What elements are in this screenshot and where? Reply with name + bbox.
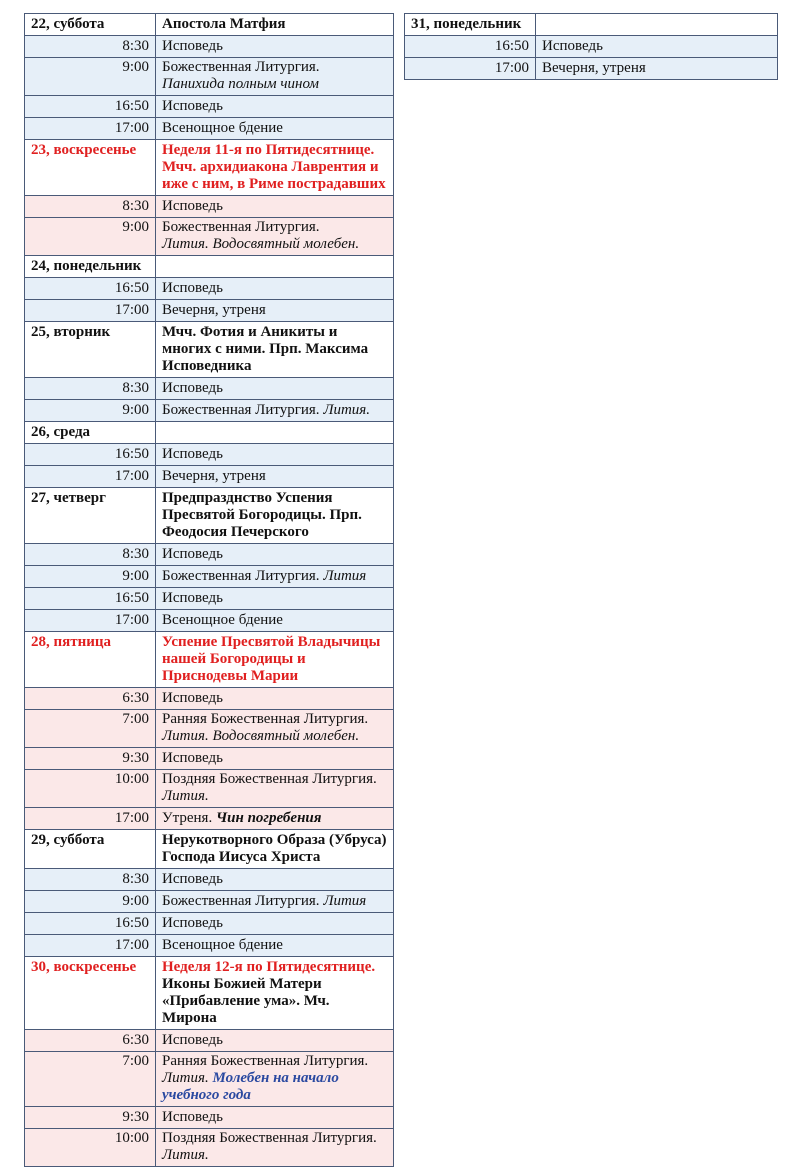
day-header-row [25, 256, 394, 278]
service-time: 17:00 [25, 300, 156, 322]
service-text: Божественная Литургия. [162, 893, 320, 909]
service-time: 9:30 [25, 748, 156, 770]
feast-title [156, 830, 394, 869]
service-row [25, 688, 394, 710]
service-text: Исповедь [542, 38, 603, 54]
service-text: Исповедь [162, 1109, 223, 1125]
service-note: Лития. Водосвятный молебен. [162, 728, 360, 744]
service-row [25, 218, 394, 256]
service-note: Лития [323, 568, 367, 584]
service-description [156, 913, 394, 935]
service-text: Исповедь [162, 915, 223, 931]
service-row [25, 378, 394, 400]
schedule-table-left [24, 13, 394, 1167]
service-time: 6:30 [25, 1030, 156, 1052]
service-text: Вечерня, утреня [162, 302, 266, 318]
service-row [25, 610, 394, 632]
feast-title [156, 488, 394, 544]
service-time: 17:00 [25, 466, 156, 488]
service-description [156, 300, 394, 322]
service-description [536, 58, 778, 80]
service-row [25, 96, 394, 118]
feast-title-text: Мчч. Фотия и Аникиты и многих с ними. Прп. Максима Исповедника [162, 324, 369, 374]
service-text: Утреня. [162, 810, 213, 826]
day-header-row [25, 422, 394, 444]
service-row [25, 935, 394, 957]
service-row [25, 196, 394, 218]
service-time: 8:30 [25, 36, 156, 58]
service-time: 9:30 [25, 1107, 156, 1129]
service-time: 17:00 [25, 935, 156, 957]
feast-title-text-2: Иконы Божией Матери «Прибавление ума». Мч. Мирона [162, 976, 330, 1026]
service-time: 8:30 [25, 869, 156, 891]
service-row [405, 36, 778, 58]
day-header-row [25, 322, 394, 378]
service-time: 10:00 [25, 1129, 156, 1167]
service-text: Вечерня, утреня [542, 60, 646, 76]
day-label: 25, вторник [25, 322, 156, 378]
service-row [25, 544, 394, 566]
service-row [25, 1052, 394, 1107]
service-row [25, 36, 394, 58]
service-description [156, 278, 394, 300]
service-row [25, 748, 394, 770]
feast-title-text: Нерукотворного Образа (Убруса) Господа Иисуса Христа [162, 832, 387, 865]
service-note: Лития. [162, 1147, 209, 1163]
day-header-row [25, 14, 394, 36]
day-label: 26, среда [25, 422, 156, 444]
service-text: Исповедь [162, 98, 223, 114]
day-label: 29, суббота [25, 830, 156, 869]
day-header-row [25, 632, 394, 688]
service-text: Поздняя Божественная Литургия. [162, 771, 377, 787]
service-row [25, 1107, 394, 1129]
service-text: Исповедь [162, 380, 223, 396]
service-row [25, 1129, 394, 1167]
service-description [156, 891, 394, 913]
service-row [25, 466, 394, 488]
service-text: Исповедь [162, 546, 223, 562]
service-description [156, 218, 394, 256]
service-time: 8:30 [25, 378, 156, 400]
service-text: Божественная Литургия. [162, 568, 320, 584]
service-time: 16:50 [25, 588, 156, 610]
service-row [25, 278, 394, 300]
service-row [25, 891, 394, 913]
service-text: Божественная Литургия. [162, 402, 320, 418]
service-description [156, 588, 394, 610]
day-label: 23, воскресенье [25, 140, 156, 196]
service-description [156, 400, 394, 422]
day-label: 30, воскресенье [25, 957, 156, 1030]
day-label: 22, суббота [25, 14, 156, 36]
service-note: Лития. [162, 788, 209, 804]
feast-title [156, 422, 394, 444]
service-description [156, 96, 394, 118]
service-description [156, 378, 394, 400]
service-row [25, 869, 394, 891]
service-row [25, 58, 394, 96]
day-header-row [25, 830, 394, 869]
service-text: Ранняя Божественная Литургия. [162, 1053, 369, 1069]
schedule-table-right [404, 13, 778, 80]
service-row [25, 588, 394, 610]
service-description [156, 748, 394, 770]
day-label: 27, четверг [25, 488, 156, 544]
service-time: 7:00 [25, 710, 156, 748]
service-time: 9:00 [25, 891, 156, 913]
service-text: Исповедь [162, 198, 223, 214]
service-description [156, 566, 394, 588]
feast-title [536, 14, 778, 36]
service-description [156, 610, 394, 632]
service-text: Поздняя Божественная Литургия. [162, 1130, 377, 1146]
service-text: Божественная Литургия. [162, 59, 320, 75]
service-time: 16:50 [25, 96, 156, 118]
service-time: 7:00 [25, 1052, 156, 1107]
service-note-bold: Чин погребения [215, 810, 322, 826]
service-text: Исповедь [162, 280, 223, 296]
service-time: 9:00 [25, 58, 156, 96]
service-text: Исповедь [162, 690, 223, 706]
feast-title-text: Предпразднство Успения Пресвятой Богородицы. Прп. Феодосия Печерского [162, 490, 362, 540]
service-note: Панихида полным чином [162, 76, 319, 92]
service-row [25, 400, 394, 422]
service-description [156, 444, 394, 466]
service-description [156, 544, 394, 566]
day-label: 28, пятница [25, 632, 156, 688]
service-row [405, 58, 778, 80]
service-time: 16:50 [25, 444, 156, 466]
service-description [156, 935, 394, 957]
service-text: Всенощное бдение [162, 120, 283, 136]
service-description [156, 1030, 394, 1052]
service-text: Исповедь [162, 590, 223, 606]
service-description [156, 1052, 394, 1107]
service-description [156, 869, 394, 891]
service-row [25, 770, 394, 808]
service-time: 16:50 [405, 36, 536, 58]
feast-title-text: Апостола Матфия [162, 16, 286, 32]
service-description [156, 808, 394, 830]
service-description [156, 466, 394, 488]
day-header-row [25, 140, 394, 196]
service-row [25, 913, 394, 935]
service-row [25, 566, 394, 588]
service-text: Исповедь [162, 1032, 223, 1048]
feast-title [156, 140, 394, 196]
day-label: 24, понедельник [25, 256, 156, 278]
service-time: 9:00 [25, 400, 156, 422]
service-note: Лития. [323, 402, 371, 418]
service-text: Ранняя Божественная Литургия. [162, 711, 369, 727]
feast-title [156, 632, 394, 688]
service-text: Исповедь [162, 38, 223, 54]
feast-title [156, 957, 394, 1030]
service-note: Лития. [162, 1070, 209, 1086]
day-label: 31, понедельник [405, 14, 536, 36]
feast-title-text: Успение Пресвятой Владычицы нашей Богородицы и Приснодевы Марии [162, 634, 381, 684]
service-row [25, 1030, 394, 1052]
service-description [156, 1107, 394, 1129]
service-description [156, 688, 394, 710]
service-time: 8:30 [25, 196, 156, 218]
service-note: Лития. Водосвятный молебен. [162, 236, 360, 252]
service-row [25, 300, 394, 322]
feast-title-text: Неделя 12-я по Пятидесятнице. [162, 959, 376, 975]
service-time: 16:50 [25, 278, 156, 300]
service-description [156, 1129, 394, 1167]
service-time: 17:00 [25, 808, 156, 830]
feast-title [156, 256, 394, 278]
service-description [156, 196, 394, 218]
service-time: 16:50 [25, 913, 156, 935]
service-text: Божественная Литургия. [162, 219, 320, 235]
service-row [25, 808, 394, 830]
service-time: 6:30 [25, 688, 156, 710]
feast-title [156, 14, 394, 36]
service-text: Исповедь [162, 871, 223, 887]
service-description [156, 118, 394, 140]
service-description [156, 710, 394, 748]
service-time: 9:00 [25, 218, 156, 256]
service-row [25, 118, 394, 140]
feast-title [156, 322, 394, 378]
service-description [156, 770, 394, 808]
service-time: 17:00 [25, 118, 156, 140]
day-header-row [25, 957, 394, 1030]
service-note: Лития [323, 893, 367, 909]
service-row [25, 710, 394, 748]
day-header-row [25, 488, 394, 544]
service-time: 8:30 [25, 544, 156, 566]
service-note-highlight: Молебен на начало учебного года [162, 1070, 339, 1103]
service-text: Исповедь [162, 750, 223, 766]
service-time: 9:00 [25, 566, 156, 588]
day-header-row [405, 14, 778, 36]
service-description [536, 36, 778, 58]
service-row [25, 444, 394, 466]
service-time: 10:00 [25, 770, 156, 808]
service-text: Вечерня, утреня [162, 468, 266, 484]
service-description [156, 58, 394, 96]
service-text: Всенощное бдение [162, 937, 283, 953]
service-time: 17:00 [25, 610, 156, 632]
service-text: Исповедь [162, 446, 223, 462]
service-time: 17:00 [405, 58, 536, 80]
feast-title-text: Неделя 11-я по Пятидесятнице. Мчч. архидиакона Лаврентия и иже с ним, в Риме пострадавших [162, 142, 386, 192]
service-description [156, 36, 394, 58]
service-text: Всенощное бдение [162, 612, 283, 628]
